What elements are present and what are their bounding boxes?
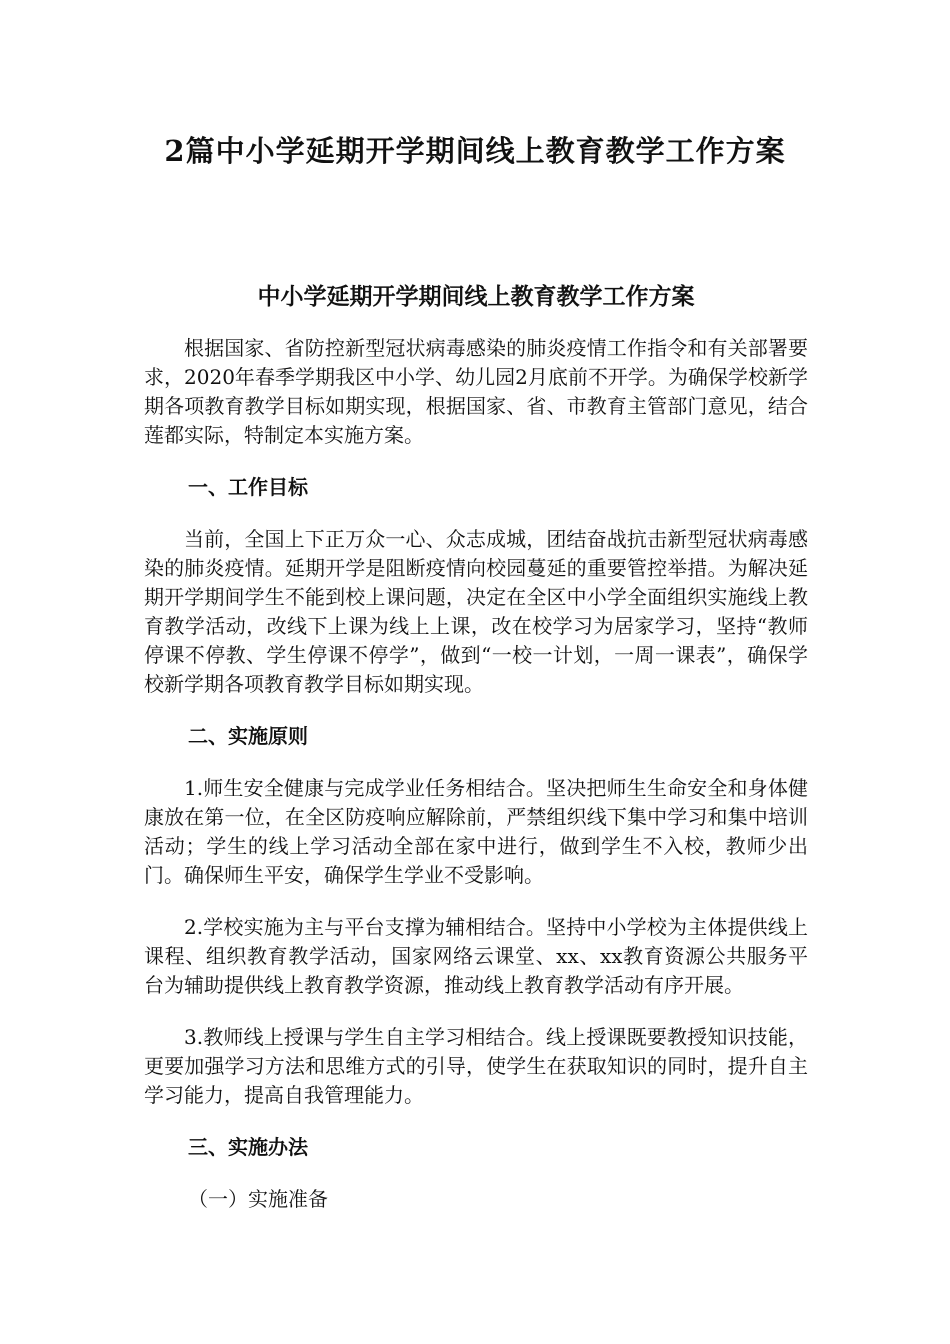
principle-item-3: 3.教师线上授课与学生自主学习相结合。线上授课既要教授知识技能，更要加强学习方法和思维方式的引导，使学生在获取知识的同时，提升自主学习能力，提高自我管理能力。 <box>144 1025 808 1107</box>
subsection-heading-preparation: （一）实施准备 <box>188 1187 328 1211</box>
section-heading-methods: 三、实施办法 <box>188 1135 308 1159</box>
document-subtitle: 中小学延期开学期间线上教育教学工作方案 <box>257 283 695 310</box>
section-heading-goals: 一、工作目标 <box>188 475 308 499</box>
principle-item-2: 2.学校实施为主与平台支撑为辅相结合。坚持中小学校为主体提供线上课程、组织教育教学活动，国家网络云课堂、xx、xx教育资源公共服务平台为辅助提供线上教育教学资源，推动线上教育教学活动有序开展。 <box>144 915 808 997</box>
section-heading-principles: 二、实施原则 <box>188 724 308 748</box>
document-title: 2篇中小学延期开学期间线上教育教学工作方案 <box>164 134 786 168</box>
document-body <box>144 280 808 1214</box>
principle-item-1: 1.师生安全健康与完成学业任务相结合。坚决把师生生命安全和身体健康放在第一位，在全区防疫响应解除前，严禁组织线下集中学习和集中培训活动；学生的线上学习活动全部在家中进行，做到学生不入校，教师少出门。确保师生平安，确保学生学业不受影响。 <box>144 776 808 887</box>
goals-paragraph: 当前，全国上下正万众一心、众志成城，团结奋战抗击新型冠状病毒感染的肺炎疫情。延期开学是阻断疫情向校园蔓延的重要管控举措。为解决延期开学期间学生不能到校上课问题，决定在全区中小学全面组织实施线上教育教学活动，改线下上课为线上上课，改在校学习为居家学习，坚持“教师停课不停教、学生停课不停学”，做到“一校一计划，一周一课表”，确保学校新学期各项教育教学目标如期实现。 <box>144 527 808 696</box>
intro-paragraph: 根据国家、省防控新型冠状病毒感染的肺炎疫情工作指令和有关部署要求，2020年春季学期我区中小学、幼儿园2月底前不开学。为确保学校新学期各项教育教学目标如期实现，根据国家、省、市教育主管部门意见，结合莲都实际，特制定本实施方案。 <box>144 336 808 447</box>
